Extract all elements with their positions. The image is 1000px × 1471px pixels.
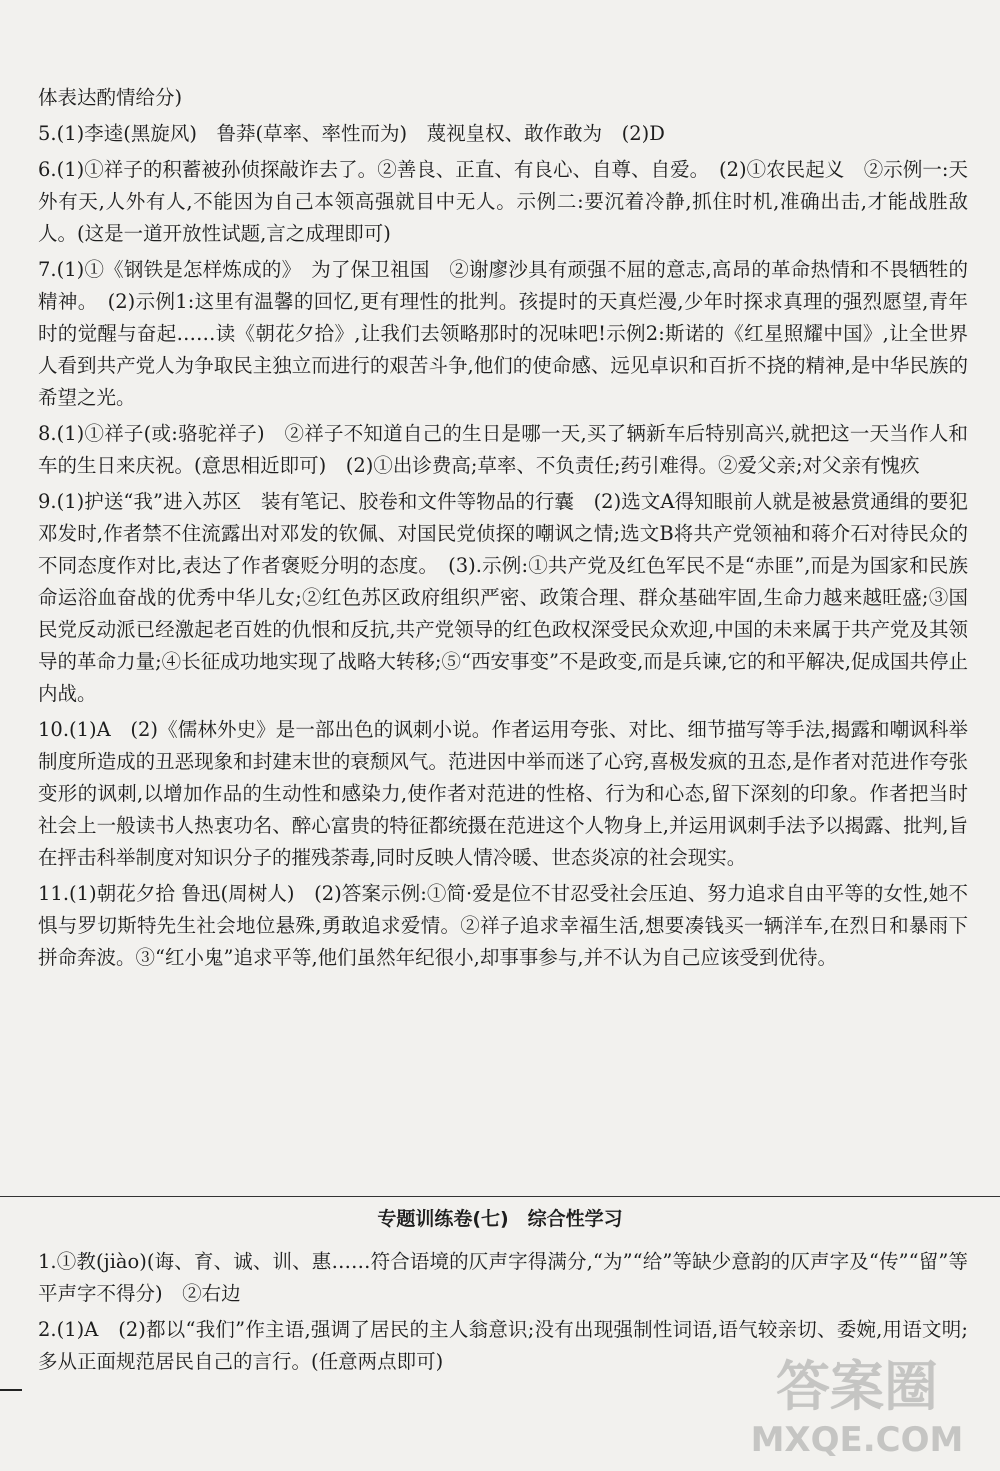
answer-content xyxy=(38,82,968,978)
answer-paragraph: 11.(1)朝花夕拾 鲁迅(周树人) (2)答案示例:①简·爱是位不甘忍受社会压迫、努力追求自由平等的女性,她不惧与罗切斯特先生社会地位悬殊,勇敢追求爱情。②祥子追求幸福生活,想要凑钱买一辆洋车,在烈日和暴雨下拼命奔波。③“红小鬼”追求平等,他们虽然年纪很小,却事事参与,并不认为自己应该受到优待。 xyxy=(38,882,968,969)
answer-paragraph: 7.(1)①《钢铁是怎样炼成的》 为了保卫祖国 ②谢廖沙具有顽强不屈的意志,高昂的革命热情和不畏牺牲的精神。 (2)示例1:这里有温馨的回忆,更有理性的批判。孩提时的天真烂漫,少年时探求真理的强烈愿望,青年时的觉醒与奋起……读《朝花夕拾》,让我们去领略那时的况味吧!示例2:斯诺的《红星照耀中国》,让全世界人看到共产党人为争取民主独立而进行的艰苦斗争,他们的使命感、远见卓识和百折不挠的精神,是中华民族的希望之光。 xyxy=(38,258,968,409)
watermark-logo xyxy=(742,1343,972,1463)
answer-paragraph: 5.(1)李逵(黑旋风) 鲁莽(草率、率性而为) 蔑视皇权、敢作敢为 (2)D xyxy=(38,122,665,145)
watermark-text-top: 答案圈 xyxy=(776,1355,938,1418)
answer-paragraph: 9.(1)护送“我”进入苏区 装有笔记、胶卷和文件等物品的行囊 (2)选文A得知眼前人就是被悬赏通缉的要犯邓发时,作者禁不住流露出对邓发的钦佩、对国民党侦探的嘲讽之情;选文B将共产党领袖和蒋介石对待民众的不同态度作对比,表达了作者褒贬分明的态度。 (3).示例:①共产党及红色军民不是“赤匪”,而是为国家和民族命运浴血奋战的优秀中华儿女;②红色苏区政府组织严密、政策合理、群众基础牢固,生命力越来越旺盛;③国民党反动派已经激起老百姓的仇恨和反抗,共产党领导的红色政权深受民众欢迎,中国的未来属于共产党及其领导的革命力量;④长征成功地实现了战略大转移;⑤“西安事变”不是政变,而是兵谏,它的和平解决,促成国共停止内战。 xyxy=(38,490,968,705)
section-divider xyxy=(0,1196,1000,1197)
watermark-text-bottom: MXQE.COM xyxy=(750,1420,964,1460)
section-title: 专题训练卷(七) 综合性学习 xyxy=(377,1208,623,1230)
answer-paragraph: 1.①教(jiào)(诲、育、诚、训、惠……符合语境的仄声字得满分,“为”“给”等缺少意韵的仄声字及“传”“留”等平声字不得分) ②右边 xyxy=(38,1250,968,1305)
answer-paragraph: 8.(1)①祥子(或:骆驼祥子) ②祥子不知道自己的生日是哪一天,买了辆新车后特别高兴,就把这一天当作人和车的生日来庆祝。(意思相近即可) (2)①出诊费高;草率、不负责任;药引难得。②爱父亲;对父亲有愧疚 xyxy=(38,422,968,477)
footer-rule xyxy=(0,1389,22,1391)
answer-paragraph: 2.(1)A (2)都以“我们”作主语,强调了居民的主人翁意识;没有出现强制性词语,语气较亲切、委婉,用语文明;多从正面规范居民自己的言行。(任意两点即可) xyxy=(38,1318,968,1373)
answer-paragraph: 6.(1)①祥子的积蓄被孙侦探敲诈去了。②善良、正直、有良心、自尊、自爱。 (2)①农民起义 ②示例一:天外有天,人外有人,不能因为自己本领高强就目中无人。示例二:要沉着冷静,抓住时机,准确出击,才能战胜敌人。(这是一道开放性试题,言之成理即可) xyxy=(38,158,968,245)
answer-paragraph: 10.(1)A (2)《儒林外史》是一部出色的讽刺小说。作者运用夸张、对比、细节描写等手法,揭露和嘲讽科举制度所造成的丑恶现象和封建末世的衰颓风气。范进因中举而迷了心窍,喜极发疯的丑态,是作者对范进作夸张变形的讽刺,以增加作品的生动性和感染力,使作者对范进的性格、行为和心态,留下深刻的印象。作者把当时社会上一般读书人热衷功名、醉心富贵的特征都统摄在范进这个人物身上,并运用讽刺手法予以揭露、批判,旨在抨击科举制度对知识分子的摧残荼毒,同时反映人情冷暖、世态炎凉的社会现实。 xyxy=(38,718,968,869)
answer-paragraph: 体表达酌情给分) xyxy=(38,86,183,109)
